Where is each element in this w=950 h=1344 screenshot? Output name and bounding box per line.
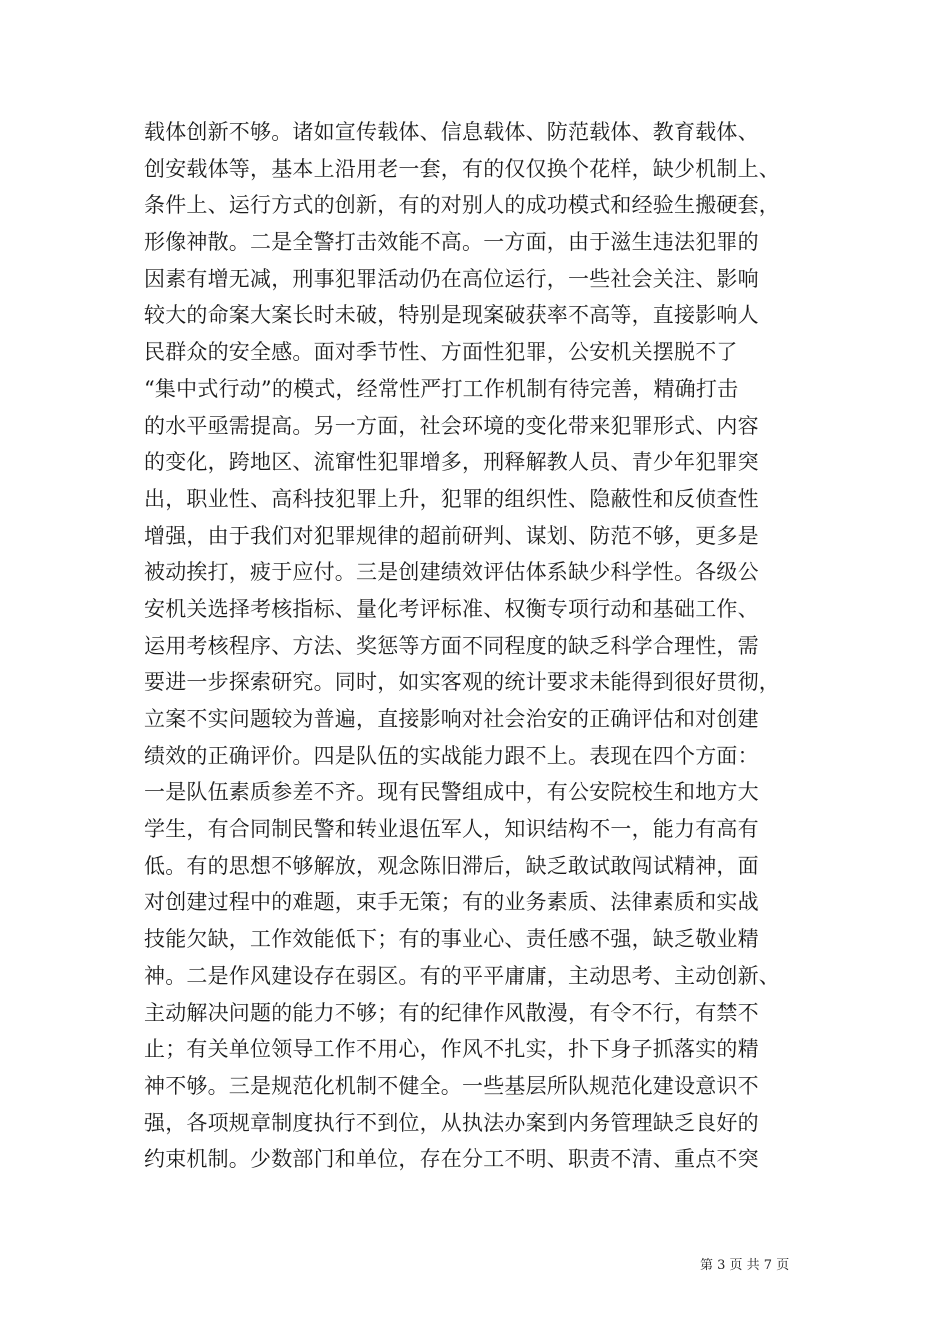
text-line: 出，职业性、高科技犯罪上升，犯罪的组织性、隐蔽性和反侦查性 [144,486,759,511]
text-line: 安机关选择考核指标、量化考评标准、权衡专项行动和基础工作、 [144,596,759,621]
text-line: 一是队伍素质参差不齐。现有民警组成中，有公安院校生和地方大 [144,780,759,805]
text-line: 神不够。三是规范化机制不健全。一些基层所队规范化建设意识不 [144,1073,759,1098]
page-number: 第 3 页 共 7 页 [700,1258,790,1273]
text-line: 低。有的思想不够解放，观念陈旧滞后，缺乏敢试敢闯试精神，面 [144,853,759,878]
text-line: 条件上、运行方式的创新，有的对别人的成功模式和经验生搬硬套， [144,193,780,218]
text-line: 的水平亟需提高。另一方面，社会环境的变化带来犯罪形式、内容 [144,413,759,438]
text-line: 形像神散。二是全警打击效能不高。一方面，由于滋生违法犯罪的 [144,230,759,255]
text-line: 创安载体等，基本上沿用老一套，有的仅仅换个花样，缺少机制上、 [144,156,780,181]
text-line: 学生，有合同制民警和转业退伍军人，知识结构不一，能力有高有 [144,817,759,842]
text-line: 增强，由于我们对犯罪规律的超前研判、谋划、防范不够，更多是 [144,523,759,548]
text-line: 技能欠缺，工作效能低下；有的事业心、责任感不强，缺乏敬业精 [144,927,759,952]
text-line: 立案不实问题较为普遍，直接影响对社会治安的正确评估和对创建 [144,707,759,731]
text-line: 因素有增无减，刑事犯罪活动仍在高位运行，一些社会关注、影响 [144,266,759,291]
text-line: 主动解决问题的能力不够；有的纪律作风散漫，有令不行，有禁不 [144,1000,759,1025]
text-line: 的变化，跨地区、流窜性犯罪增多，刑释解教人员、青少年犯罪突 [144,450,759,475]
text-line: 绩效的正确评价。四是队伍的实战能力跟不上。表现在四个方面： [144,743,759,768]
text-line: 运用考核程序、方法、奖惩等方面不同程度的缺乏科学合理性，需 [144,633,759,658]
text-line: 民群众的安全感。面对季节性、方面性犯罪，公安机关摆脱不了 [144,340,738,365]
text-line: 约束机制。少数部门和单位，存在分工不明、职责不清、重点不突 [144,1147,759,1172]
text-line: 较大的命案大案长时未破，特别是现案破获率不高等，直接影响人 [144,303,759,328]
text-line: 载体创新不够。诸如宣传载体、信息载体、防范载体、教育载体、 [144,120,759,144]
text-line: 止；有关单位领导工作不用心，作风不扎实，扑下身子抓落实的精 [144,1037,759,1062]
text-line: “集中式行动”的模式，经常性严打工作机制有待完善，精确打击 [144,376,739,401]
text-line: 被动挨打，疲于应付。三是创建绩效评估体系缺少科学性。各级公 [144,560,759,585]
text-line: 要进一步探索研究。同时，如实客观的统计要求未能得到很好贯彻， [144,670,780,695]
body-text [144,114,806,1178]
text-line: 对创建过程中的难题，束手无策；有的业务素质、法律素质和实战 [144,890,759,915]
text-line: 强，各项规章制度执行不到位，从执法办案到内务管理缺乏良好的 [144,1110,759,1135]
text-line: 神。二是作风建设存在弱区。有的平平庸庸，主动思考、主动创新、 [144,963,780,988]
